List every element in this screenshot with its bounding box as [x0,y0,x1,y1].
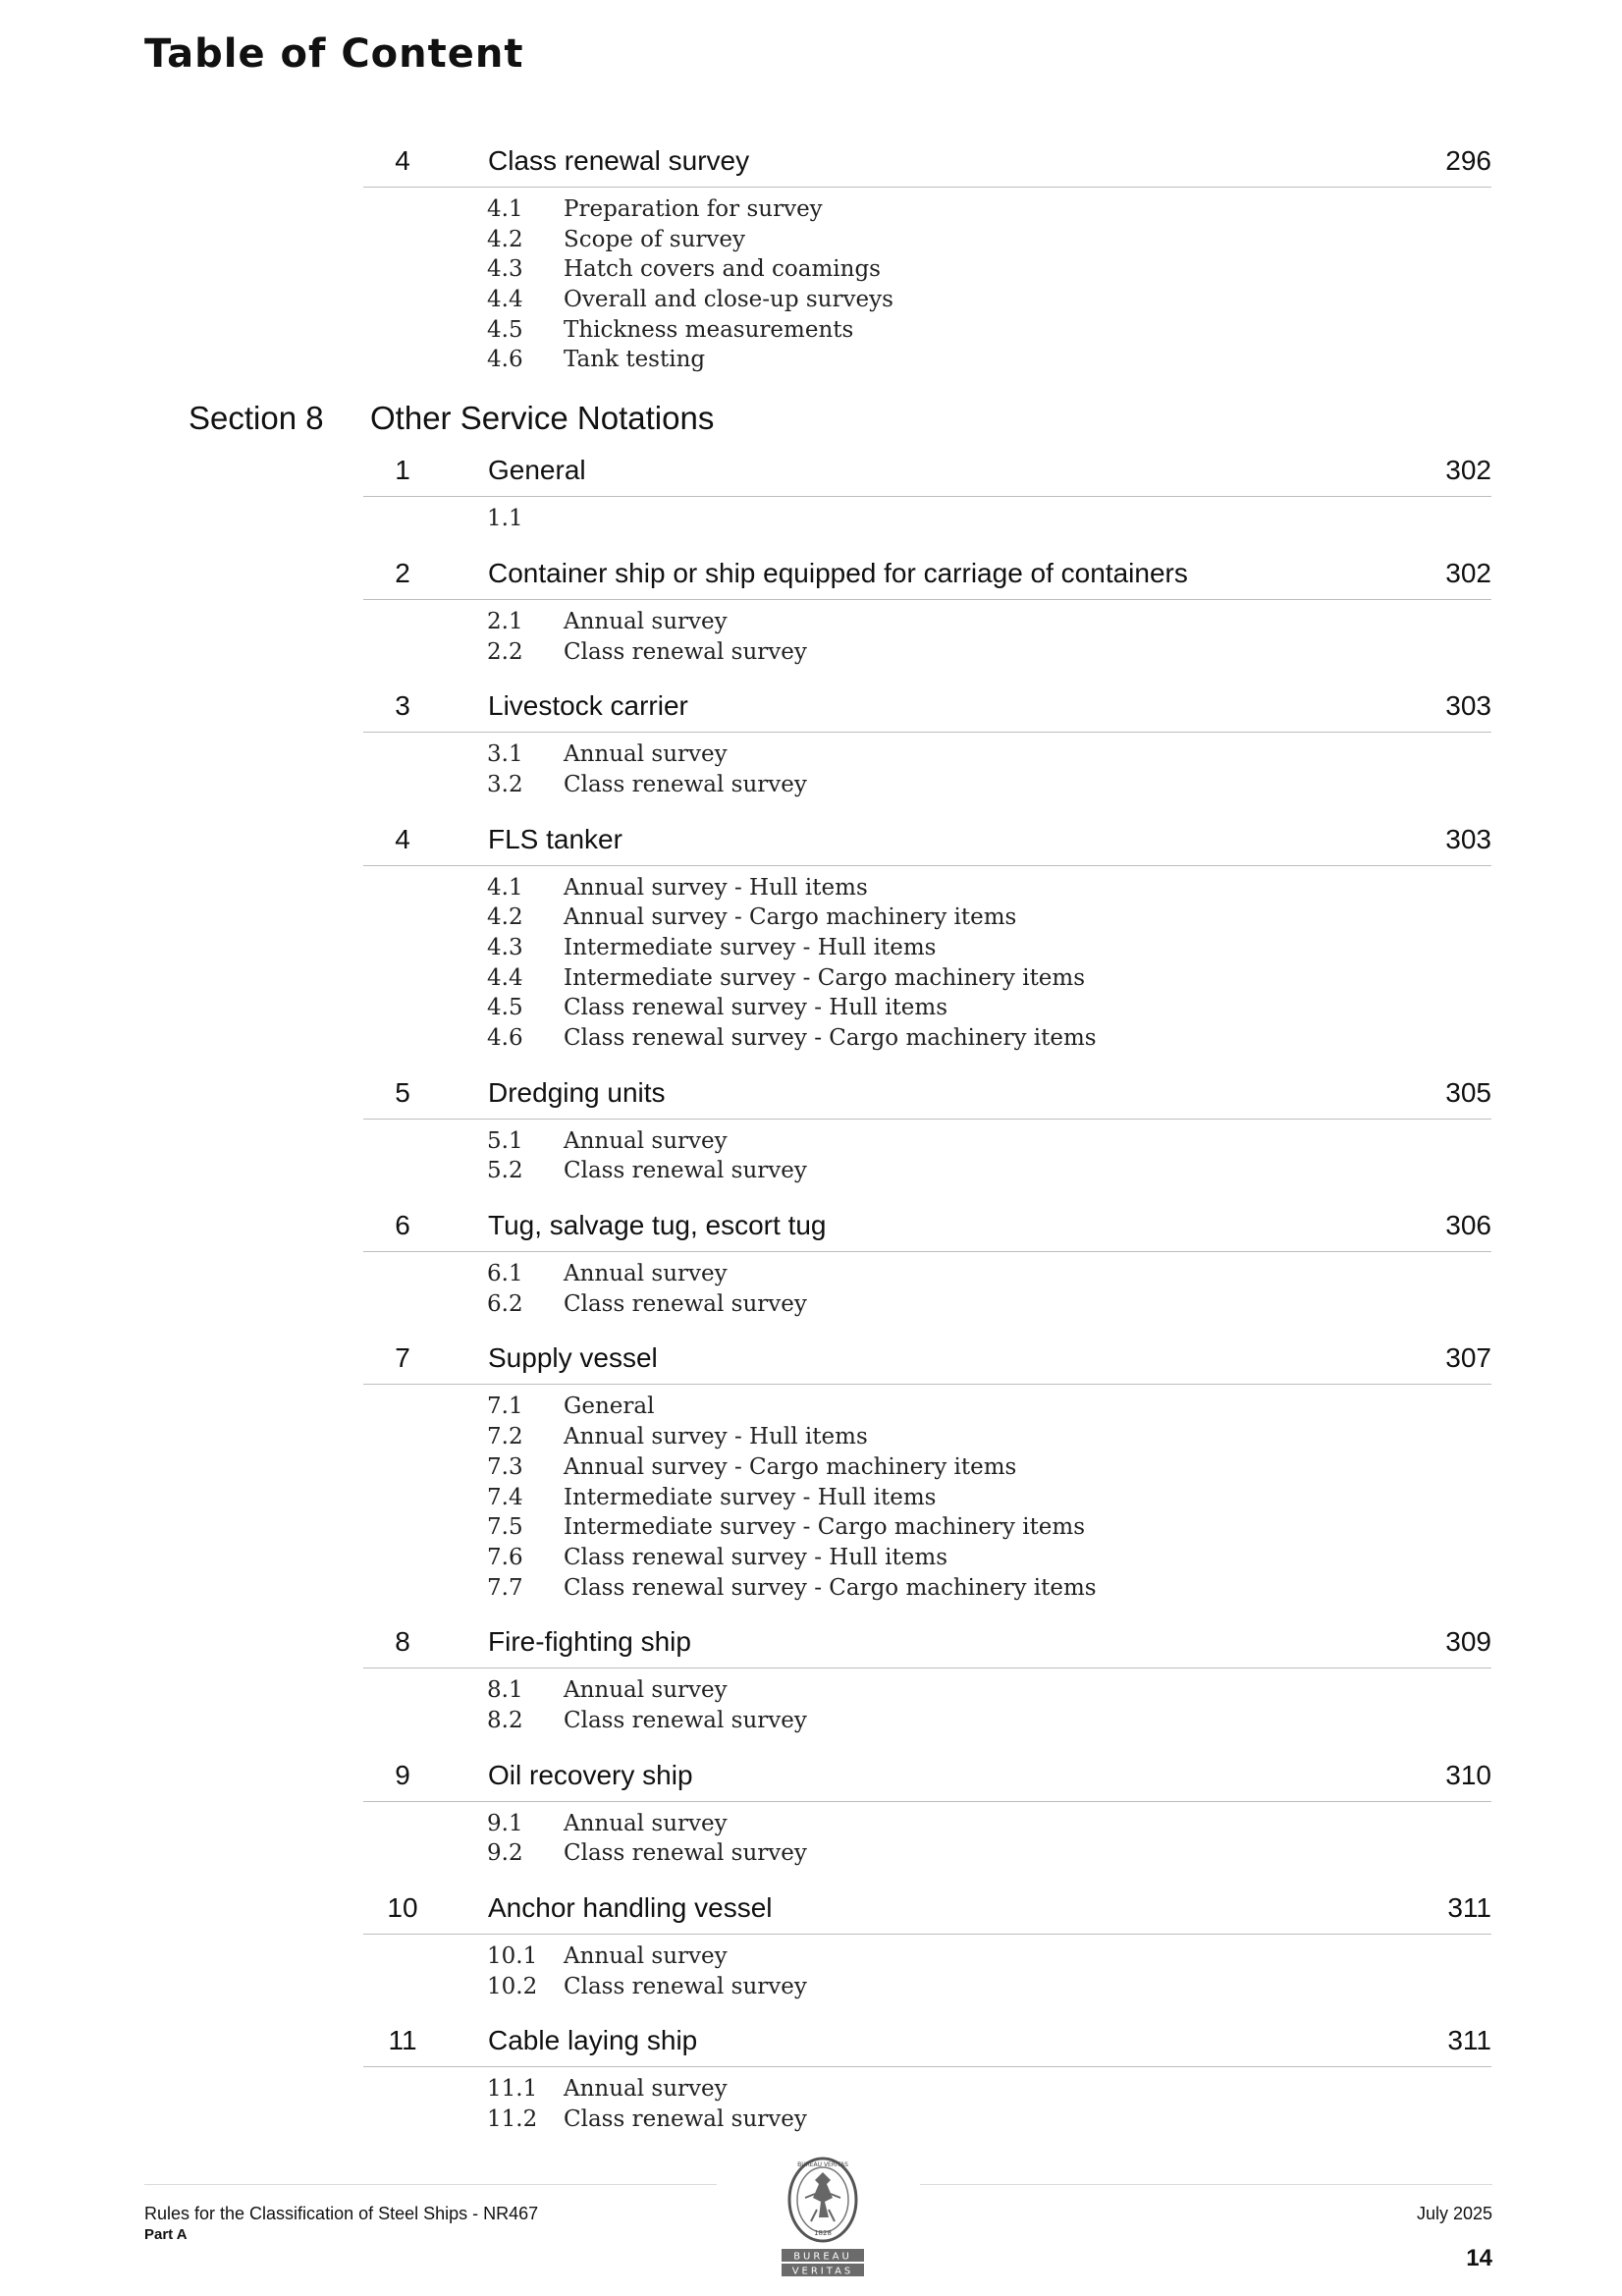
toc-entry-row[interactable] [0,550,1622,594]
entry-number: 4 [395,145,410,176]
subentry-number: 4.6 [487,1025,523,1051]
subentry-list [0,1114,1622,1202]
subentry-number: 7.7 [487,1574,523,1601]
section-title: Other Service Notations [370,400,715,437]
subentry-row[interactable] [0,965,1622,996]
subentry-number: 5.2 [487,1158,523,1184]
subentry-row[interactable] [0,609,1622,639]
logo-arc-text: BUREAU VERITAS [797,2161,848,2168]
footer-date: July 2025 [1416,2204,1492,2223]
toc-entry [0,2017,1622,2150]
subentry-title[interactable]: Class renewal survey [564,1840,807,1867]
entry-number: 9 [395,1759,410,1790]
footer-page-number: 14 [1466,2245,1492,2271]
subentry-row[interactable] [0,1424,1622,1454]
subentry-number: 10.1 [487,1943,538,1969]
subentry-row[interactable] [0,1158,1622,1188]
footer-divider-left [144,2184,717,2185]
logo-word-veritas: VERITAS [791,2266,854,2277]
subentry-row[interactable] [0,506,1622,536]
logo-year: 1828 [814,2229,832,2237]
entry-page-number: 303 [1445,823,1491,854]
toc-entry [0,1069,1622,1202]
entry-title[interactable]: Dredging units [488,1076,666,1108]
subentry-row[interactable] [0,1025,1622,1056]
subentry-row[interactable] [0,227,1622,257]
entry-title[interactable]: FLS tanker [488,823,622,854]
subentry-number: 4.1 [487,196,523,222]
subentry-title[interactable]: Class renewal survey - Cargo machinery items [564,1574,1097,1601]
entry-divider [363,865,1491,866]
subentry-title[interactable]: Hatch covers and coamings [564,256,881,283]
subentry-number: 4.2 [487,904,523,931]
subentry-title[interactable]: Intermediate survey - Hull items [564,1484,937,1510]
subentry-row[interactable] [0,1128,1622,1159]
subentry-number: 4.2 [487,226,523,252]
subentry-number: 2.1 [487,608,523,634]
subentry-row[interactable] [0,1840,1622,1871]
subentry-row[interactable] [0,1708,1622,1738]
toc-entry [0,683,1622,815]
entry-divider [363,1251,1491,1252]
subentry-list [0,1929,1622,2017]
subentry-number: 11.2 [487,2106,538,2133]
bureau-veritas-logo [776,2151,870,2278]
subentry-list [0,1796,1622,1885]
toc-entry-row[interactable] [0,1885,1622,1929]
entry-number: 4 [395,823,410,854]
entry-number: 5 [395,1076,410,1108]
toc-entry-row[interactable] [0,1618,1622,1663]
entry-page-number: 296 [1445,145,1491,176]
toc-entry-row[interactable] [0,137,1622,182]
subentry-title[interactable]: Class renewal survey [564,1290,807,1317]
subentry-list [0,2061,1622,2150]
subentry-row[interactable] [0,1943,1622,1974]
subentry-title[interactable]: Class renewal survey [564,1707,807,1733]
entry-divider [363,1801,1491,1802]
subentry-row[interactable] [0,1485,1622,1515]
subentry-number: 11.1 [487,2076,538,2103]
entry-divider [363,1667,1491,1668]
subentry-row[interactable] [0,256,1622,287]
subentry-number: 6.2 [487,1290,523,1317]
entry-page-number: 310 [1445,1759,1491,1790]
subentry-row[interactable] [0,904,1622,935]
subentry-title[interactable]: Annual survey [564,1261,728,1287]
entry-title[interactable]: Anchor handling vessel [488,1892,773,1923]
subentry-title[interactable]: Annual survey [564,1127,728,1154]
subentry-row[interactable] [0,317,1622,348]
subentry-number: 4.4 [487,964,523,991]
subentry-row[interactable] [0,2106,1622,2137]
subentry-title[interactable]: Annual survey - Cargo machinery items [564,1453,1017,1480]
entry-number: 8 [395,1626,410,1658]
entry-page-number: 307 [1445,1342,1491,1374]
toc-entry [0,1202,1622,1335]
entry-number: 6 [395,1210,410,1241]
subentry-row[interactable] [0,772,1622,802]
subentry-list [0,727,1622,815]
entry-page-number: 302 [1445,557,1491,588]
entry-title[interactable]: General [488,455,586,486]
subentry-row[interactable] [0,1514,1622,1545]
subentry-number: 4.1 [487,874,523,901]
footer-part: Part A [144,2226,188,2243]
subentry-row[interactable] [0,1974,1622,2004]
entry-title[interactable]: Tug, salvage tug, escort tug [488,1210,827,1241]
subentry-title[interactable]: Intermediate survey - Hull items [564,934,937,960]
subentry-number: 9.1 [487,1810,523,1836]
subentry-number: 4.4 [487,287,523,313]
subentry-title[interactable]: Class renewal survey - Hull items [564,1544,947,1570]
subentry-number: 8.2 [487,1707,523,1733]
subentry-list [0,491,1622,550]
subentry-title[interactable]: Class renewal survey - Hull items [564,995,947,1021]
toc-entry [0,1618,1622,1751]
subentry-title[interactable]: Class renewal survey [564,2106,807,2133]
entry-divider [363,2066,1491,2067]
entry-page-number: 311 [1447,1892,1491,1923]
entry-title[interactable]: Livestock carrier [488,690,688,722]
toc-entry [0,1885,1622,2017]
subentry-number: 8.1 [487,1677,523,1704]
section-label: Section 8 [189,400,324,437]
subentry-number: 7.1 [487,1394,523,1420]
subentry-number: 10.2 [487,1973,538,1999]
subentry-row[interactable] [0,875,1622,905]
subentry-row[interactable] [0,935,1622,965]
subentry-title[interactable]: Annual survey - Cargo machinery items [564,904,1017,931]
subentry-title[interactable]: Scope of survey [564,226,746,252]
subentry-row[interactable] [0,1545,1622,1575]
entry-title[interactable]: Cable laying ship [488,2025,698,2056]
toc-entry-row[interactable] [0,683,1622,727]
subentry-list [0,1379,1622,1618]
subentry-row[interactable] [0,1454,1622,1485]
subentry-title[interactable]: Intermediate survey - Cargo machinery items [564,964,1086,991]
subentry-title[interactable]: Overall and close-up surveys [564,287,893,313]
subentry-number: 6.1 [487,1261,523,1287]
subentry-number: 4.3 [487,934,523,960]
subentry-number: 1.1 [487,506,523,532]
subentry-number: 4.5 [487,995,523,1021]
toc-entry-row[interactable] [0,1335,1622,1379]
subentry-title[interactable]: Class renewal survey - Cargo machinery items [564,1025,1097,1051]
subentry-row[interactable] [0,741,1622,772]
entry-title[interactable]: Oil recovery ship [488,1759,693,1790]
subentry-number: 7.4 [487,1484,523,1510]
entry-page-number: 309 [1445,1626,1491,1658]
subentry-title[interactable]: Tank testing [564,347,706,373]
entry-title[interactable]: Class renewal survey [488,145,750,176]
subentry-number: 7.5 [487,1514,523,1541]
footer-document-title: Rules for the Classification of Steel Ships - NR467 [144,2204,539,2223]
subentry-row[interactable] [0,1291,1622,1322]
entry-divider [363,1934,1491,1935]
subentry-row[interactable] [0,995,1622,1025]
subentry-title[interactable]: Annual survey [564,1677,728,1704]
toc-entry-row[interactable] [0,1202,1622,1246]
subentry-title[interactable]: Annual survey [564,2076,728,2103]
entry-page-number: 306 [1445,1210,1491,1241]
subentry-row[interactable] [0,287,1622,317]
subentry-list [0,860,1622,1069]
entry-divider [363,187,1491,188]
subentry-title[interactable]: Annual survey [564,608,728,634]
toc-entry [0,1752,1622,1885]
entry-title[interactable]: Container ship or ship equipped for carriage of containers [488,557,1188,588]
subentry-number: 4.6 [487,347,523,373]
subentry-row[interactable] [0,1575,1622,1606]
section-heading [0,396,1622,447]
entry-title[interactable]: Fire-fighting ship [488,1626,691,1658]
toc-entry [0,137,1622,391]
toc-entry-row[interactable] [0,2017,1622,2061]
toc-entry-row[interactable] [0,1069,1622,1114]
toc-entry [0,1335,1622,1618]
entry-number: 3 [395,690,410,722]
subentry-number: 7.3 [487,1453,523,1480]
subentry-title[interactable]: Annual survey [564,1810,728,1836]
page-title: Table of Content [144,31,524,77]
subentry-row[interactable] [0,1261,1622,1291]
entry-number: 11 [388,2025,417,2056]
entry-page-number: 305 [1445,1076,1491,1108]
subentry-title[interactable]: Class renewal survey [564,638,807,665]
subentry-list [0,1663,1622,1751]
subentry-title[interactable]: General [564,1394,655,1420]
subentry-number: 7.2 [487,1424,523,1450]
subentry-list [0,594,1622,683]
entry-number: 7 [395,1342,410,1374]
toc-entry [0,816,1622,1069]
entry-page-number: 311 [1447,2025,1491,2056]
subentry-list [0,182,1622,391]
subentry-number: 4.3 [487,256,523,283]
entry-divider [363,1384,1491,1385]
subentry-title[interactable]: Annual survey - Hull items [564,874,868,901]
subentry-title[interactable]: Annual survey [564,741,728,768]
entry-divider [363,496,1491,497]
entry-title[interactable]: Supply vessel [488,1342,658,1374]
subentry-title[interactable]: Class renewal survey [564,771,807,797]
subentry-number: 3.2 [487,771,523,797]
subentry-row[interactable] [0,1811,1622,1841]
toc-entry-row[interactable] [0,816,1622,860]
subentry-row[interactable] [0,347,1622,377]
subentry-row[interactable] [0,1677,1622,1708]
subentry-number: 7.6 [487,1544,523,1570]
subentry-title[interactable]: Thickness measurements [564,316,854,343]
subentry-title[interactable]: Intermediate survey - Cargo machinery items [564,1514,1086,1541]
subentry-title[interactable]: Class renewal survey [564,1973,807,1999]
toc-entry-row[interactable] [0,447,1622,491]
entry-page-number: 303 [1445,690,1491,722]
entry-number: 10 [387,1892,418,1923]
toc-entry [0,550,1622,683]
entry-page-number: 302 [1445,455,1491,486]
subentry-number: 2.2 [487,638,523,665]
subentry-title[interactable]: Annual survey - Hull items [564,1424,868,1450]
subentry-number: 9.2 [487,1840,523,1867]
entry-divider [363,1119,1491,1120]
subentry-list [0,1246,1622,1335]
entry-divider [363,732,1491,733]
toc-entry [0,447,1622,550]
subentry-row[interactable] [0,196,1622,227]
table-of-contents [0,137,1622,2151]
toc-entry-row[interactable] [0,1752,1622,1796]
entry-divider [363,599,1491,600]
entry-number: 2 [395,557,410,588]
subentry-title[interactable]: Class renewal survey [564,1158,807,1184]
logo-word-bureau: BUREAU [793,2251,852,2263]
entry-number: 1 [395,455,410,486]
subentry-number: 3.1 [487,741,523,768]
subentry-title[interactable]: Preparation for survey [564,196,823,222]
subentry-number: 5.1 [487,1127,523,1154]
footer-divider-right [920,2184,1492,2185]
subentry-row[interactable] [0,2076,1622,2106]
subentry-row[interactable] [0,639,1622,670]
subentry-title[interactable]: Annual survey [564,1943,728,1969]
subentry-row[interactable] [0,1394,1622,1424]
subentry-number: 4.5 [487,316,523,343]
